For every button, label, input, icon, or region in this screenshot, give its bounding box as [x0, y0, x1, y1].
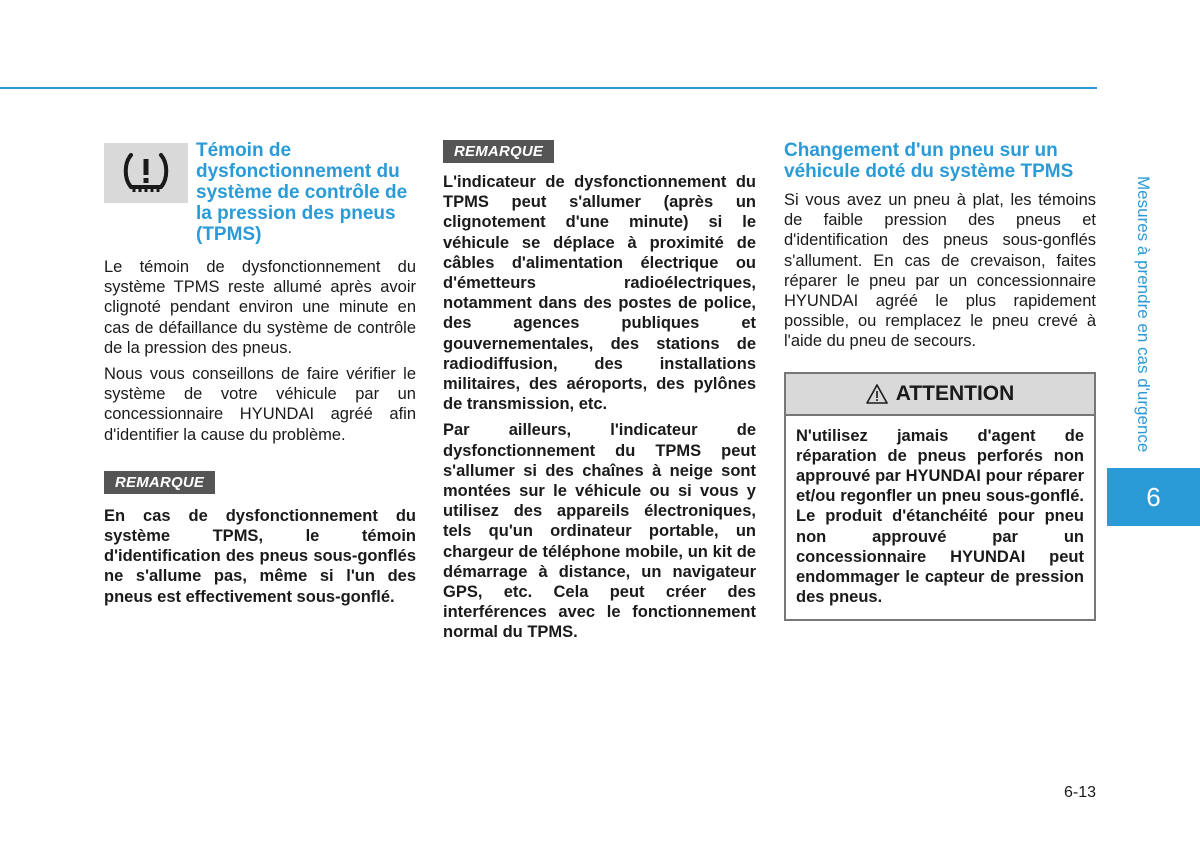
left-column: [104, 140, 416, 613]
right-column: [784, 140, 1096, 621]
attention-text: N'utilisez jamais d'agent de réparation de pneus perforés non approuvé par HYUNDAI pour réparer et/ou regonfler un pneu sous-gonflé. Le produit d'étanchéité pour pneu non approuvé par un concessionnaire HYUNDAI peut endommager le capteur de pression des pneus.: [796, 426, 1084, 607]
section-title-text: Mesures à prendre en cas d'urgence: [1134, 176, 1153, 453]
top-rule: [0, 87, 1097, 89]
paragraph: Le témoin de dysfonctionnement du système TPMS reste allumé après avoir clignoté pendant environ une minute en cas de défaillance du système de contrôle de la pression des pneus.: [104, 258, 416, 357]
note-label: REMARQUE: [443, 140, 554, 163]
chapter-tab: 6: [1107, 468, 1200, 526]
note-paragraph: Par ailleurs, l'indicateur de dysfonctionnement du TPMS peut s'allumer si des chaînes à neige sont montées sur le véhicule ou si vous y utilisez des appareils électroniques, tels qu'un ordinateur portable, un chargeur de téléphone mobile, un kit de démarrage à distance, un navigateur GPS, etc. Cela peut créer des interférences avec le fonctionnement normal du TPMS.: [443, 421, 756, 642]
middle-column: [443, 140, 756, 649]
attention-box: [784, 372, 1096, 622]
attention-body: [786, 416, 1094, 620]
paragraph: Nous vous conseillons de faire vérifier le système de votre véhicule par un concessionnaire HYUNDAI agréé afin d'identifier la cause du problème.: [104, 365, 416, 444]
warning-triangle-icon: [866, 384, 888, 404]
tire-change-heading: Changement d'un pneu sur un véhicule doté du système TPMS: [784, 140, 1074, 182]
note-text: En cas de dysfonctionnement du système TPMS, le témoin d'identification des pneus sous-gonflés ne s'allume pas, même si l'un des pneus est effectivement sous-gonflé.: [104, 506, 416, 606]
page-number: 6-13: [1063, 784, 1096, 801]
attention-title: ATTENTION: [895, 381, 1015, 405]
tpms-warning-block: [104, 140, 416, 245]
tpms-malfunction-heading: Témoin de dysfonctionnement du système de contrôle de la pression des pneus (TPMS): [196, 140, 408, 245]
section-side-title: [1129, 176, 1153, 466]
paragraph: Si vous avez un pneu à plat, les témoins de faible pression des pneus et d'identification des pneus sous-gonflés s'allument. En cas de crevaison, faites réparer le pneu par un concessionnaire HYUNDAI agréé le plus rapidement possible, ou remplacez le pneu crevé à l'aide du pneu de secours.: [784, 191, 1096, 351]
note-label: REMARQUE: [104, 471, 215, 494]
tpms-warning-icon: [104, 143, 188, 203]
attention-header: [786, 374, 1094, 416]
note-paragraph: L'indicateur de dysfonctionnement du TPMS peut s'allumer (après un clignotement d'une minute) si le véhicule se déplace à proximité de câbles d'alimentation électrique ou d'émetteurs radioélectriques, notamment dans des postes de police, des agences publiques et gouvernementales, des stations de radiodiffusion, des installations militaires, des aéroports, des pylônes de transmission, etc.: [443, 173, 756, 414]
